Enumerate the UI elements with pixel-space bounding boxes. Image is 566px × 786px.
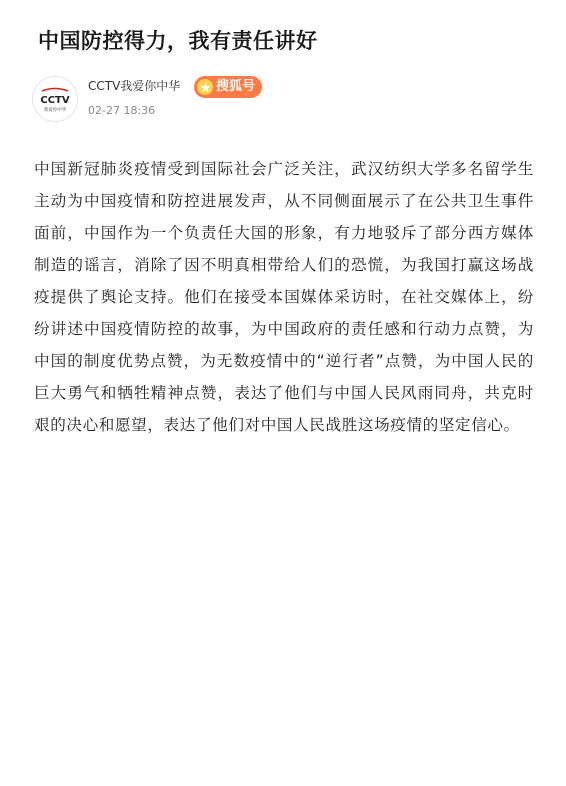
star-icon [197, 79, 213, 95]
avatar-logo-text: CCTV [40, 95, 70, 106]
avatar[interactable] [32, 76, 78, 122]
article-title: 中国防控得力，我有责任讲好 [38, 29, 318, 53]
author-info [32, 76, 552, 124]
author-name[interactable]: CCTV我爱你中华 [88, 79, 181, 93]
avatar-subtext: 我爱你中华 [43, 108, 67, 113]
sohu-badge[interactable] [194, 76, 262, 98]
badge-label: 搜狐号 [216, 79, 256, 94]
article-body: 中国新冠肺炎疫情受到国际社会广泛关注，武汉纺织大学多名留学生主动为中国疫情和防控进展发声，从不同侧面展示了在公共卫生事件面前，中国作为一个负责任大国的形象，有力地驳斥了部分西方媒体制造的谣言，消除了因不明真相带给人们的恐慌，为我国打赢这场战疫提供了舆论支持。他们在接受本国媒体采访时，在社交媒体上，纷纷讲述中国疫情防控的故事，为中国政府的责任感和行动力点赞，为中国的制度优势点赞，为无数疫情中的“逆行者”点赞，为中国人民的巨大勇气和牺牲精神点赞，表达了他们与中国人民风雨同舟，共克时艰的决心和愿望，表达了他们对中国人民战胜这场疫情的坚定信心。 [34, 160, 534, 434]
publish-time: 02-27 18:36 [88, 104, 156, 117]
cctv-logo-icon [33, 77, 77, 121]
